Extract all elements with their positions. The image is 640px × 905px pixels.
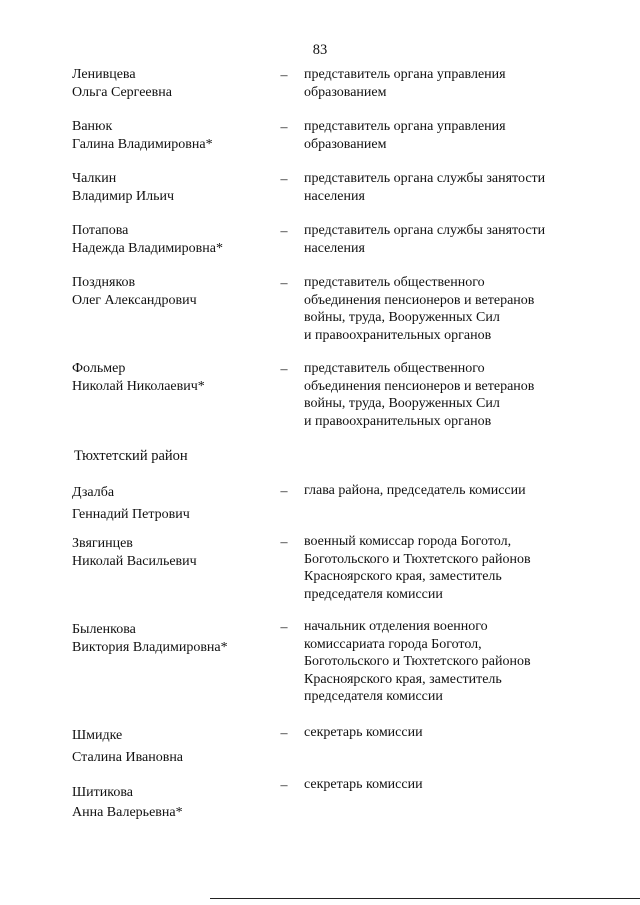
member-role-line: представитель органа службы занятости — [304, 171, 546, 186]
dash-separator: – — [280, 778, 288, 793]
member-role-line: представитель органа управления — [304, 119, 506, 134]
member-role-line: представитель общественного — [304, 361, 485, 376]
member-name-line: Звягинцев — [72, 536, 133, 551]
member-name-line: Геннадий Петрович — [72, 507, 190, 522]
member-role-line: Боготольского и Тюхтетского районов — [304, 551, 531, 567]
member-role — [304, 222, 604, 257]
member-name-line: Чалкин — [72, 171, 117, 186]
member-name-line: Николай Васильевич — [72, 554, 197, 569]
member-role-line: населения — [304, 240, 365, 256]
dash-separator: – — [280, 224, 288, 239]
member-name-line: Шитикова — [72, 785, 133, 800]
member-name-line: Потапова — [72, 223, 129, 238]
member-name — [72, 484, 282, 523]
member-role — [304, 360, 604, 430]
member-name-line: Надежда Владимировна* — [72, 241, 223, 256]
member-role — [304, 776, 604, 794]
member-name — [72, 222, 282, 257]
dash-separator: – — [280, 276, 288, 291]
member-name — [72, 66, 282, 101]
member-role-line: образованием — [304, 136, 387, 152]
member-name-line: Сталина Ивановна — [72, 750, 184, 765]
member-role — [304, 618, 604, 706]
member-name-line: Николай Николаевич* — [72, 379, 205, 394]
member-name-line: Олег Александрович — [72, 293, 197, 308]
member-role-line: представитель общественного — [304, 275, 485, 290]
member-role-line: комиссариата города Боготол, — [304, 636, 482, 652]
member-name-line: Владимир Ильич — [72, 189, 175, 204]
dash-separator: – — [280, 120, 288, 135]
member-name-line: Шмидке — [72, 728, 123, 743]
member-role-line: войны, труда, Вооруженных Сил — [304, 396, 500, 411]
page-number: 83 — [312, 42, 328, 58]
member-name — [72, 170, 282, 205]
member-role-line: военный комиссар города Боготол, — [304, 534, 512, 549]
member-name — [72, 727, 282, 766]
member-role — [304, 66, 604, 101]
member-role-line: населения — [304, 188, 365, 204]
member-name — [72, 535, 282, 570]
dash-separator: – — [280, 362, 288, 377]
member-name-line: Галина Владимировна* — [72, 137, 213, 152]
member-role-line: секретарь комиссии — [304, 725, 423, 740]
dash-separator: – — [280, 535, 288, 550]
dash-separator: – — [280, 172, 288, 187]
member-role-line: глава района, председатель комиссии — [304, 483, 526, 498]
member-role — [304, 482, 604, 500]
section-heading: Тюхтетский район — [74, 448, 188, 464]
member-name — [72, 274, 282, 309]
dash-separator: – — [280, 68, 288, 83]
member-name — [72, 784, 282, 821]
member-role — [304, 724, 604, 742]
member-name-line: Анна Валерьевна* — [72, 805, 183, 820]
member-role-line: Красноярского края, заместитель — [304, 569, 502, 584]
member-role — [304, 533, 604, 603]
bottom-rule — [210, 898, 640, 899]
member-role-line: войны, труда, Вооруженных Сил — [304, 310, 500, 325]
member-role — [304, 274, 604, 344]
member-role-line: образованием — [304, 84, 387, 100]
member-role-line: Красноярского края, заместитель — [304, 671, 502, 687]
member-role-line: объединения пенсионеров и ветеранов — [304, 292, 535, 308]
dash-separator: – — [280, 620, 288, 635]
member-name-line: Ванюк — [72, 119, 113, 134]
dash-separator: – — [280, 726, 288, 741]
dash-separator: – — [280, 484, 288, 499]
member-name — [72, 360, 282, 395]
member-role-line: председателя комиссии — [304, 586, 443, 602]
member-name — [72, 118, 282, 153]
member-role-line: объединения пенсионеров и ветеранов — [304, 378, 535, 394]
member-role-line: и правоохранительных органов — [304, 327, 492, 343]
member-role-line: секретарь комиссии — [304, 777, 423, 792]
member-name — [72, 621, 282, 656]
member-role — [304, 118, 604, 153]
member-name-line: Дзалба — [72, 485, 115, 500]
member-role-line: и правоохранительных органов — [304, 413, 492, 429]
member-name-line: Поздняков — [72, 275, 136, 290]
member-name-line: Ольга Сергеевна — [72, 85, 172, 100]
member-role — [304, 170, 604, 205]
member-name-line: Фольмер — [72, 361, 126, 376]
member-name-line: Быленкова — [72, 622, 136, 637]
member-role-line: представитель органа управления — [304, 67, 506, 82]
member-role-line: представитель органа службы занятости — [304, 223, 546, 238]
member-role-line: начальник отделения военного — [304, 619, 488, 634]
member-name-line: Виктория Владимировна* — [72, 640, 228, 655]
member-name-line: Ленивцева — [72, 67, 136, 82]
member-role-line: Боготольского и Тюхтетского районов — [304, 654, 531, 669]
member-role-line: председателя комиссии — [304, 689, 443, 704]
